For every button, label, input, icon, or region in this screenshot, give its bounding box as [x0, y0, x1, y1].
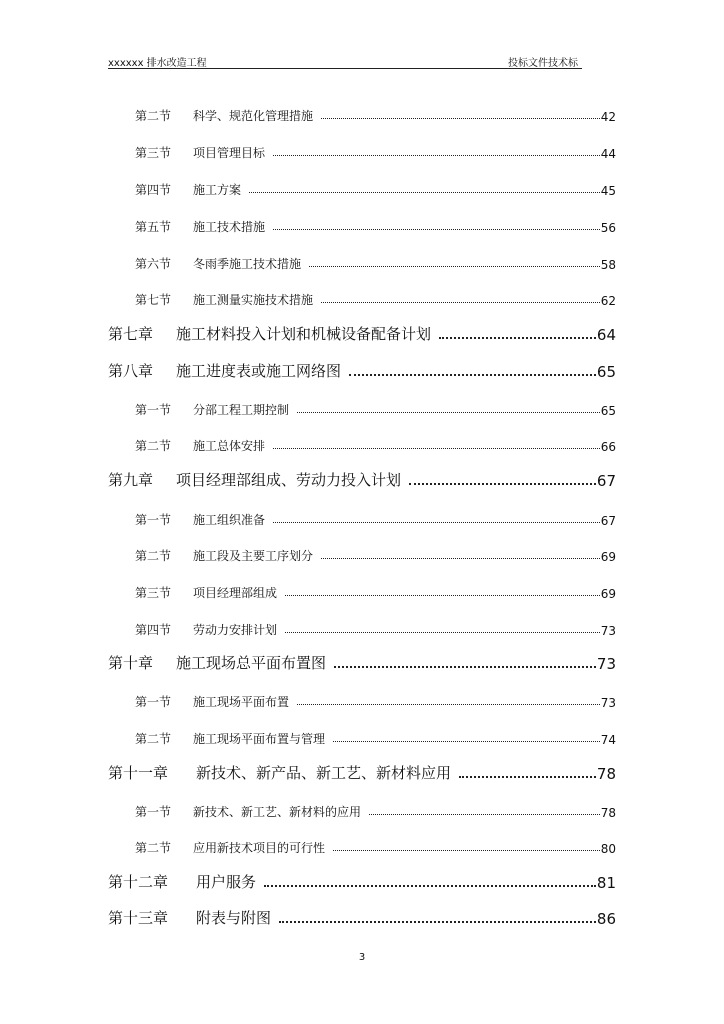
toc-chapter-title: 新技术、新产品、新工艺、新材料应用 — [196, 764, 452, 782]
toc-chapter-page: 81 — [596, 874, 616, 892]
toc-chapter-page: 73 — [596, 655, 616, 673]
toc-entry[interactable] — [135, 798, 616, 820]
toc-entry[interactable] — [135, 396, 616, 418]
toc-entry-number: 第四节 — [135, 623, 172, 637]
toc-chapter-entry[interactable] — [108, 322, 616, 344]
dot-leader — [309, 266, 600, 267]
toc-chapter-entry[interactable] — [108, 870, 616, 892]
toc-chapter-number: 第十三章 — [108, 909, 169, 927]
toc-entry-title: 施工组织准备 — [193, 513, 266, 527]
toc-entry-number: 第二节 — [135, 549, 172, 563]
dot-leader — [273, 522, 600, 523]
dot-leader — [273, 229, 600, 230]
toc-chapter-title: 附表与附图 — [196, 909, 272, 927]
toc-entry-number: 第三节 — [135, 586, 172, 600]
toc-chapter-number: 第九章 — [108, 471, 154, 489]
toc-chapter-number: 第七章 — [108, 325, 154, 343]
toc-entry-title: 冬雨季施工技术措施 — [193, 257, 302, 271]
toc-entry-title: 分部工程工期控制 — [193, 403, 290, 417]
dot-leader — [249, 192, 600, 193]
toc-entry[interactable] — [135, 176, 616, 198]
toc-entry[interactable] — [135, 139, 616, 161]
dot-leader — [273, 448, 600, 449]
toc-entry-title: 施工技术措施 — [193, 220, 266, 234]
toc-entry-number: 第五节 — [135, 220, 172, 234]
dot-leader — [279, 921, 596, 923]
toc-entry[interactable] — [135, 102, 616, 124]
toc-chapter-entry[interactable] — [108, 906, 616, 928]
toc-entry-title: 施工总体安排 — [193, 439, 266, 453]
toc-entry-page: 74 — [600, 733, 616, 747]
toc-entry[interactable] — [135, 506, 616, 528]
toc-entry-number: 第三节 — [135, 146, 172, 160]
toc-entry-page: 62 — [600, 294, 616, 308]
dot-leader — [264, 885, 596, 887]
dot-leader — [273, 155, 600, 156]
toc-chapter-title: 项目经理部组成、劳动力投入计划 — [176, 471, 402, 489]
toc-entry[interactable] — [135, 542, 616, 564]
toc-entry-number: 第一节 — [135, 695, 172, 709]
toc-chapter-title: 施工现场总平面布置图 — [176, 654, 327, 672]
toc-entry-title: 科学、规范化管理措施 — [193, 109, 314, 123]
toc-entry-page: 66 — [600, 440, 616, 454]
toc-entry-title: 施工现场平面布置 — [193, 695, 290, 709]
toc-entry[interactable] — [135, 286, 616, 308]
toc-chapter-title: 施工材料投入计划和机械设备配备计划 — [176, 325, 432, 343]
toc-chapter-entry[interactable] — [108, 651, 616, 673]
toc-chapter-title: 用户服务 — [196, 873, 257, 891]
toc-entry-number: 第二节 — [135, 439, 172, 453]
dot-leader — [439, 337, 596, 339]
toc-entry[interactable] — [135, 432, 616, 454]
dot-leader — [297, 704, 600, 705]
toc-entry-number: 第二节 — [135, 109, 172, 123]
toc-entry-page: 69 — [600, 550, 616, 564]
toc-entry[interactable] — [135, 579, 616, 601]
toc-chapter-number: 第十二章 — [108, 873, 169, 891]
toc-entry-page: 78 — [600, 806, 616, 820]
toc-entry[interactable] — [135, 250, 616, 272]
header-project-name: xxxxxx 排水改造工程 — [108, 58, 207, 69]
dot-leader — [334, 666, 596, 668]
toc-chapter-page: 78 — [596, 765, 616, 783]
toc-chapter-number: 第八章 — [108, 362, 154, 380]
toc-entry-number: 第二节 — [135, 732, 172, 746]
dot-leader — [297, 412, 600, 413]
toc-entry-page: 80 — [600, 842, 616, 856]
toc-entry-title: 应用新技术项目的可行性 — [193, 841, 326, 855]
toc-entry-page: 45 — [600, 184, 616, 198]
toc-entry-title: 项目管理目标 — [193, 146, 266, 160]
toc-entry-page: 56 — [600, 221, 616, 235]
toc-chapter-page: 67 — [596, 472, 616, 490]
toc-entry[interactable] — [135, 688, 616, 710]
toc-entry-page: 42 — [600, 110, 616, 124]
toc-entry[interactable] — [135, 834, 616, 856]
toc-entry-title: 新技术、新工艺、新材料的应用 — [193, 805, 362, 819]
toc-entry[interactable] — [135, 725, 616, 747]
dot-leader — [409, 483, 596, 485]
toc-entry-title: 施工方案 — [193, 183, 242, 197]
toc-entry-number: 第七节 — [135, 293, 172, 307]
dot-leader — [321, 118, 600, 119]
toc-entry-page: 58 — [600, 258, 616, 272]
toc-chapter-number: 第十一章 — [108, 764, 169, 782]
toc-entry-title: 施工现场平面布置与管理 — [193, 732, 326, 746]
toc-entry-title: 项目经理部组成 — [193, 586, 278, 600]
toc-entry-number: 第一节 — [135, 403, 172, 417]
dot-leader — [459, 776, 596, 778]
toc-chapter-entry[interactable] — [108, 468, 616, 490]
dot-leader — [349, 374, 596, 376]
toc-chapter-title: 施工进度表或施工网络图 — [176, 362, 342, 380]
toc-entry-title: 劳动力安排计划 — [193, 623, 278, 637]
toc-entry-page: 67 — [600, 514, 616, 528]
toc-entry-number: 第四节 — [135, 183, 172, 197]
dot-leader — [333, 850, 600, 851]
header-document-type: 投标文件技术标 — [508, 58, 578, 69]
toc-entry-number: 第六节 — [135, 257, 172, 271]
toc-entry-number: 第一节 — [135, 513, 172, 527]
dot-leader — [333, 741, 600, 742]
dot-leader — [321, 558, 600, 559]
toc-entry-number: 第一节 — [135, 805, 172, 819]
toc-entry-page: 73 — [600, 696, 616, 710]
toc-entry[interactable] — [135, 616, 616, 638]
toc-entry-page: 69 — [600, 587, 616, 601]
toc-chapter-page: 65 — [596, 363, 616, 381]
dot-leader — [369, 814, 600, 815]
toc-entry-number: 第二节 — [135, 841, 172, 855]
toc-entry-page: 73 — [600, 624, 616, 638]
toc-chapter-number: 第十章 — [108, 654, 154, 672]
toc-entry-title: 施工段及主要工序划分 — [193, 549, 314, 563]
toc-entry-title: 施工测量实施技术措施 — [193, 293, 314, 307]
dot-leader — [285, 632, 600, 633]
dot-leader — [321, 302, 600, 303]
toc-chapter-page: 64 — [596, 326, 616, 344]
toc-entry-page: 44 — [600, 147, 616, 161]
toc-chapter-page: 86 — [596, 910, 616, 928]
toc-entry[interactable] — [135, 213, 616, 235]
toc-chapter-entry[interactable] — [108, 359, 616, 381]
dot-leader — [285, 595, 600, 596]
page-number: 3 — [358, 952, 366, 963]
toc-chapter-entry[interactable] — [108, 761, 616, 783]
toc-entry-page: 65 — [600, 404, 616, 418]
